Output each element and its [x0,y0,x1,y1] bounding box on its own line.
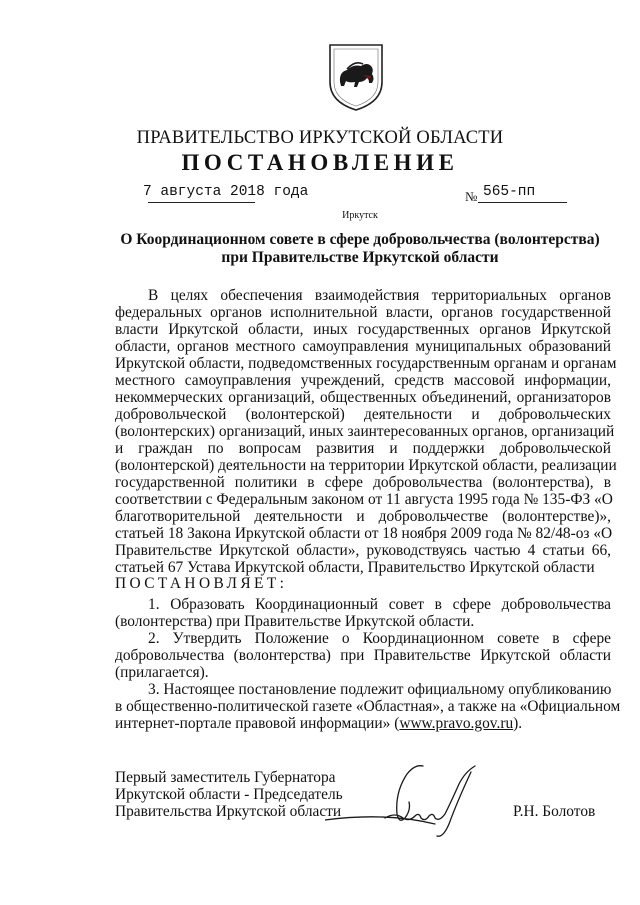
decree-item-3 [115,681,621,732]
item-line: 1. Образовать Координационный совет в сфере добровольчества [148,596,611,613]
preamble-line: добровольческой (волонтерской) деятельности и добровольческих [115,406,611,423]
preamble-line: Иркутской области, подведомственных государственным органам и органам [115,355,617,372]
item-line [115,715,611,732]
handwritten-signature [325,762,510,842]
preamble-line: (волонтерской) деятельности на территории Иркутской области, реализации [115,457,617,474]
item-line: (прилагается). [115,664,209,681]
item-line: добровольчества (волонтерства) при Правительстве Иркутской области [115,647,611,664]
number-underline [478,202,567,203]
heading-line: при Правительстве Иркутской области [221,249,499,266]
item-text: интернет-портале правовой информации» ( [115,715,400,732]
preamble-line: некоммерческих организаций, общественных объединений, организаторов [115,389,611,406]
date-underline [148,202,255,203]
document-date: 7 августа 2018 года [143,184,309,200]
item-line: (волонтерства) при Правительстве Иркутской области. [115,613,475,630]
irkutsk-babr-emblem-icon [327,42,385,112]
preamble-line: соответствии с Федеральным законом от 11 августа 1995 года № 135-ФЗ «О [115,491,613,508]
decree-item-2 [115,630,611,681]
preamble-line: власти Иркутской области, иных государственных органов Иркутской [115,321,611,338]
preamble-line: статьей 18 Закона Иркутской области от 18 ноября 2009 года № 82/48-оз «О [115,525,613,542]
signer-name: Р.Н. Болотов [513,803,596,820]
preamble-line: и граждан по вопросам развития и поддержки добровольческой [115,440,611,457]
preamble-line: местного самоуправления учреждений, средств массовой информации, [115,372,611,389]
document-type-title: ПОСТАНОВЛЕНИЕ [181,150,459,175]
heading-line: О Координационном совете в сфере добровольчества (волонтерства) [120,231,600,248]
preamble-line: благотворительной деятельности и добровольчестве (волонтерстве)», [115,508,611,525]
preamble-line: области, органов местного самоуправления муниципальных образований [115,338,611,355]
preamble-paragraph [115,287,617,576]
preamble-line: (волонтерских) организаций, иных заинтересованных органов, организаций [115,423,615,440]
preamble-line: статьей 67 Устава Иркутской области, Правительство Иркутской области [115,559,595,576]
preamble-line: Правительстве Иркутской области», руководствуясь частью 4 статьи 66, [115,542,611,559]
government-title: ПРАВИТЕЛЬСТВО ИРКУТСКОЙ ОБЛАСТИ [136,128,504,148]
document-city: Иркутск [342,210,378,221]
position-line: Правительства Иркутской области [115,803,342,820]
position-line: Иркутской области - Председатель [115,786,343,803]
preamble-line: государственной политики в сфере добровольчества (волонтерства), в [115,474,611,491]
decree-item-1 [115,596,611,630]
document-number: 565-пп [483,184,536,200]
position-line: Первый заместитель Губернатора [115,769,336,786]
signatory-position [115,769,343,820]
item-text: ). [513,715,523,732]
item-line: 2. Утвердить Положение о Координационном совете в сфере [148,630,611,647]
item-line: в общественно-политической газете «Областная», а также на «Официальном [115,698,621,715]
pravo-link[interactable]: www.pravo.gov.ru [399,715,514,732]
number-sign: № [465,189,478,204]
document-heading [110,231,610,267]
preamble-line: федеральных органов исполнительной власти, органов государственной [115,304,611,321]
item-line: 3. Настоящее постановление подлежит официальному опубликованию [148,681,612,698]
preamble-line: В целях обеспечения взаимодействия территориальных органов [148,287,611,304]
decree-word: ПОСТАНОВЛЯЕТ: [115,575,288,592]
